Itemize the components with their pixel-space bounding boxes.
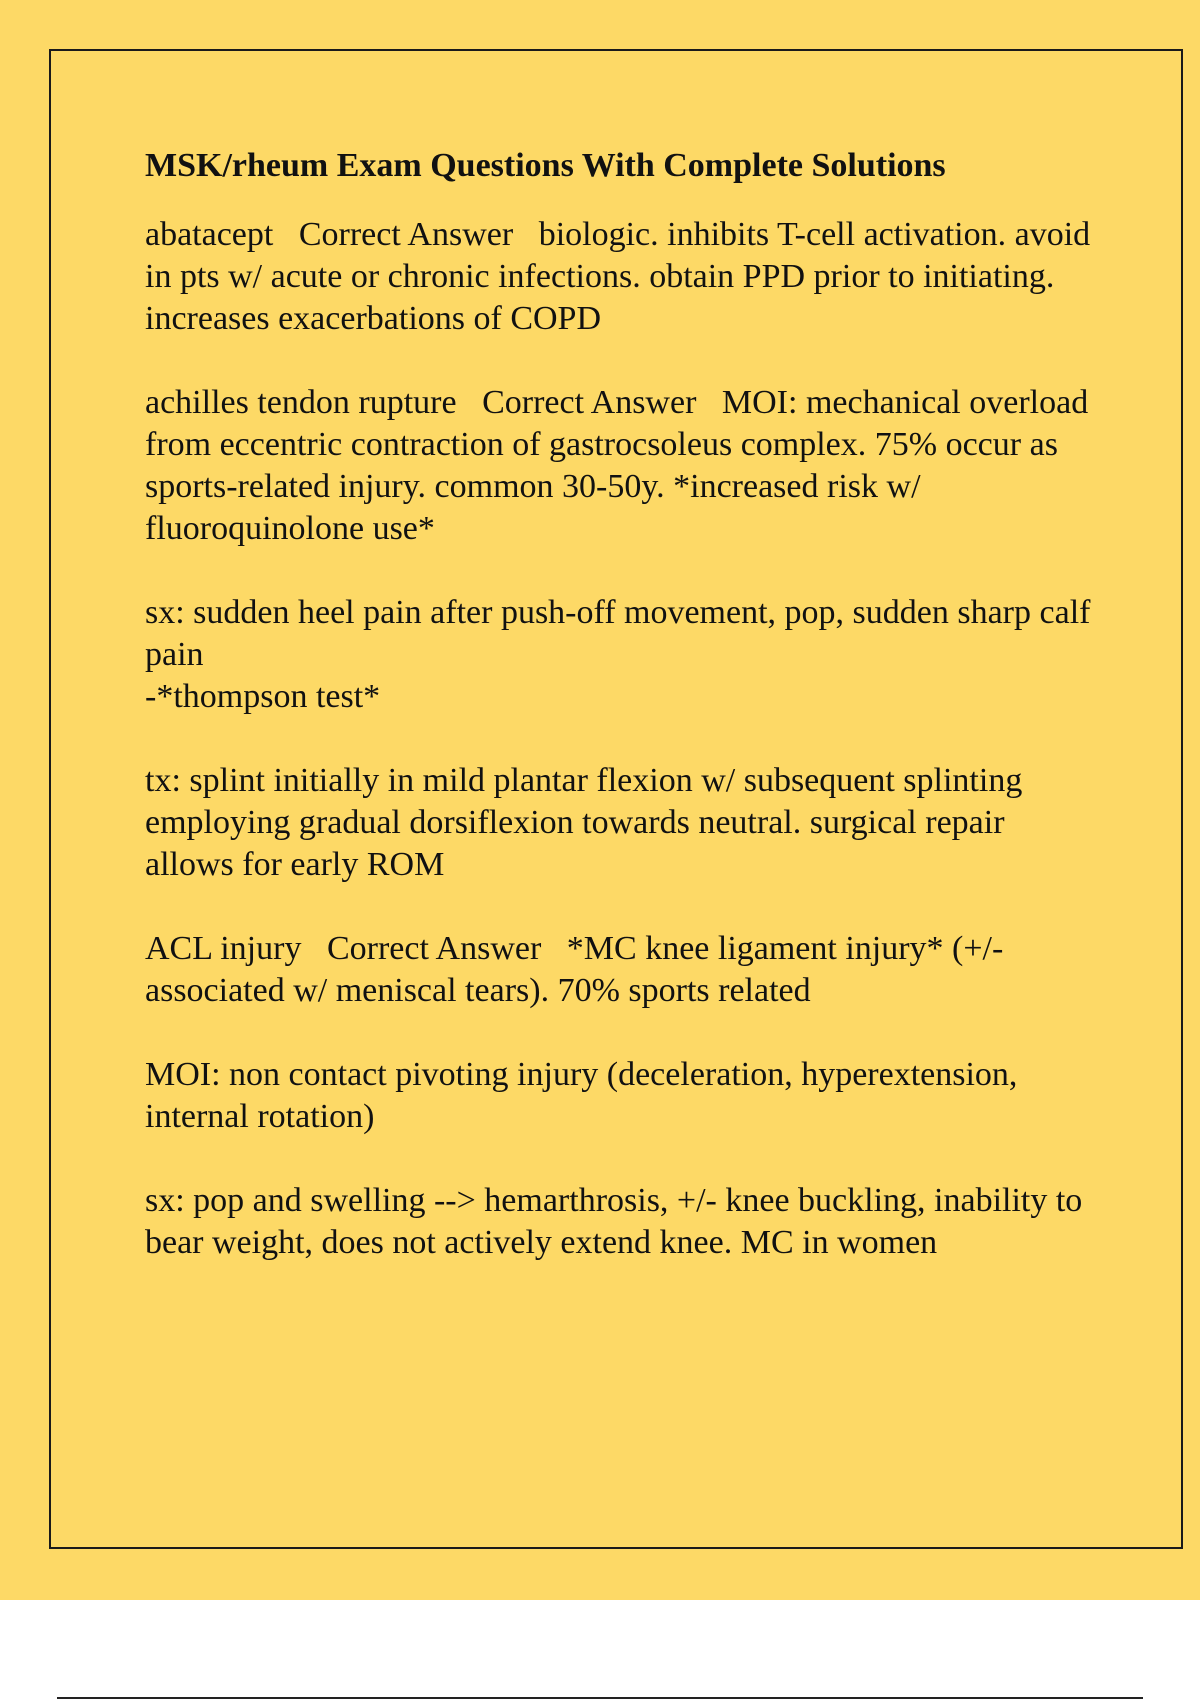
- achilles-treatment: tx: splint initially in mild plantar flexion w/ subsequent splinting employing gradual dorsiflexion towards neutral. surgical repair allows for early ROM: [145, 762, 1031, 883]
- entry-term: achilles tendon rupture: [145, 384, 457, 421]
- entry-answer: MOI: mechanical overload from eccentric contraction of gastrocsoleus complex. 75% occur as sports-related injury. common 30-50y. *increased risk w/ fluoroquinolone use*: [145, 384, 1097, 547]
- entry-term: ACL injury: [145, 930, 302, 967]
- document-body: [145, 142, 1099, 1306]
- entry-answer: biologic. inhibits T-cell activation. avoid in pts w/ acute or chronic infections. obtain PPD prior to initiating. increases exacerbations of COPD: [145, 216, 1099, 337]
- entry-term: abatacept: [145, 216, 274, 253]
- achilles-symptoms: sx: sudden heel pain after push-off movement, pop, sudden sharp calf pain -*thompson test*: [145, 594, 1091, 715]
- entry-separator: Correct Answer: [482, 384, 697, 421]
- footer-divider: [57, 1697, 1143, 1699]
- entry-acl: [145, 928, 1095, 1012]
- entry-separator: Correct Answer: [298, 216, 514, 253]
- entry-achilles: [145, 382, 1095, 550]
- document-title: MSK/rheum Exam Questions With Complete Solutions: [145, 147, 946, 184]
- entry-abatacept: [145, 214, 1099, 340]
- entry-separator: Correct Answer: [326, 930, 542, 967]
- acl-mechanism: MOI: non contact pivoting injury (deceleration, hyperextension, internal rotation): [145, 1056, 1026, 1135]
- acl-symptoms: sx: pop and swelling --> hemarthrosis, +/- knee buckling, inability to bear weight, does not actively extend knee. MC in women: [145, 1182, 1091, 1261]
- entry-answer: *MC knee ligament injury* (+/- associated w/ meniscal tears). 70% sports related: [145, 930, 1012, 1009]
